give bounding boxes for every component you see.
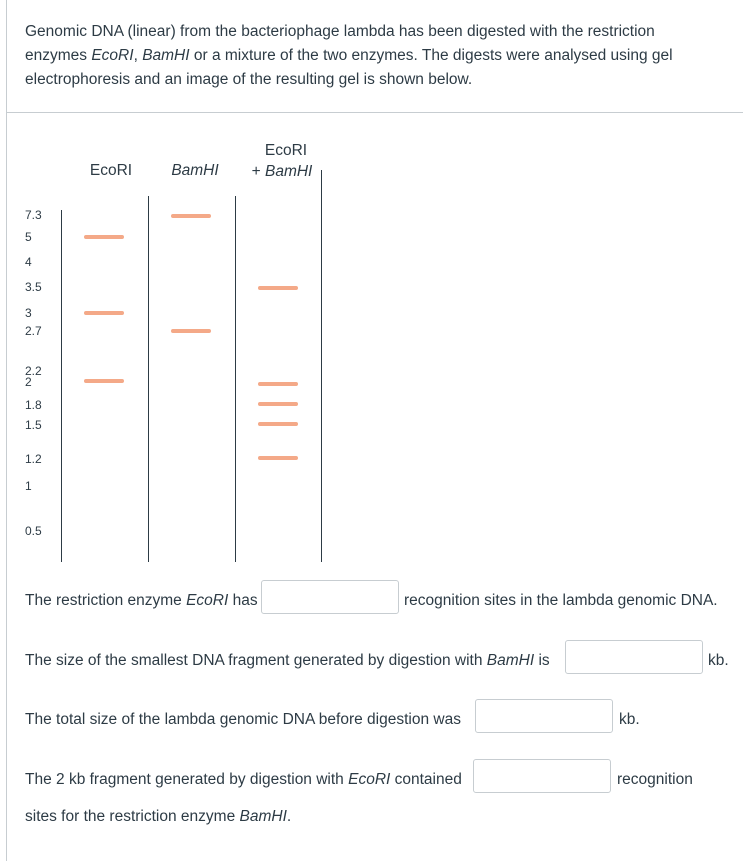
band-ecori-5kb (84, 235, 124, 239)
intro-text: Genomic DNA (linear) from the bacteriophage lambda has been digested with the restriction enzymes EcoRI, BamHI or a mixture of the two enzymes. The digests were analysed using gel electrophoresis and an image of the resulting gel is shown below. (25, 23, 673, 88)
answer-1-input[interactable] (261, 580, 399, 614)
lane-label-mix-bottom: + BamHI (251, 163, 313, 180)
question-4-text: The 2 kb fragment generated by digestion with EcoRI contained (25, 771, 462, 788)
question-4-suffix: recognition (617, 771, 693, 788)
lane-label-mix-top: EcoRI (264, 142, 308, 159)
answer-4-input[interactable] (473, 759, 611, 793)
question-2-suffix: kb. (708, 652, 729, 669)
band-ecori-2kb (84, 379, 124, 383)
band-ecori-3kb (84, 311, 124, 315)
size-label: 1.5 (25, 418, 42, 432)
size-label: 0.5 (25, 524, 42, 538)
answer-2-input[interactable] (565, 640, 703, 674)
question-2-text: The size of the smallest DNA fragment generated by digestion with BamHI is (25, 652, 550, 669)
size-label: 4 (25, 255, 32, 269)
size-label: 1.2 (25, 452, 42, 466)
size-label: 5 (25, 230, 32, 244)
size-label: 3 (25, 306, 32, 320)
intro-line-3: electrophoresis and an image of the resulting gel is shown below. (25, 71, 473, 88)
lane-divider (148, 196, 149, 562)
intro-line-1: Genomic DNA (linear) from the bacteriophage lambda has been digested with the restriction (25, 23, 655, 40)
band-mix-1-8kb (258, 402, 298, 406)
size-label: 7.3 (25, 208, 42, 222)
size-label: 3.5 (25, 280, 42, 294)
band-bamhi-2-7kb (171, 329, 211, 333)
lane-divider (321, 170, 322, 562)
lane-label-bamhi: BamHI (171, 162, 219, 179)
divider (7, 112, 743, 113)
lane-divider (235, 196, 236, 562)
question-4-text-line-2: sites for the restriction enzyme BamHI. (25, 808, 292, 825)
size-label: 2.2 (25, 364, 42, 378)
question-1-suffix: recognition sites in the lambda genomic DNA. (404, 592, 718, 609)
answer-3-input[interactable] (475, 699, 613, 733)
question-1-text: The restriction enzyme EcoRI has (25, 592, 258, 609)
size-label: 1 (25, 479, 32, 493)
size-label: 2.7 (25, 324, 42, 338)
band-mix-2kb (258, 382, 298, 386)
gel-image (7, 130, 743, 570)
size-label: 1.8 (25, 398, 42, 412)
lane-divider (61, 210, 62, 562)
question-3-text: The total size of the lambda genomic DNA before digestion was (25, 711, 461, 728)
question-card (6, 0, 743, 861)
question-3-suffix: kb. (619, 711, 640, 728)
enzyme-bamhi: BamHI (142, 47, 190, 64)
band-mix-3-5kb (258, 286, 298, 290)
band-mix-1-5kb (258, 422, 298, 426)
lane-label-ecori: EcoRI (89, 162, 133, 179)
size-label: 2 (25, 375, 32, 389)
band-mix-1-2kb (258, 456, 298, 460)
enzyme-ecori: EcoRI (91, 47, 134, 64)
band-bamhi-7-3kb (171, 214, 211, 218)
